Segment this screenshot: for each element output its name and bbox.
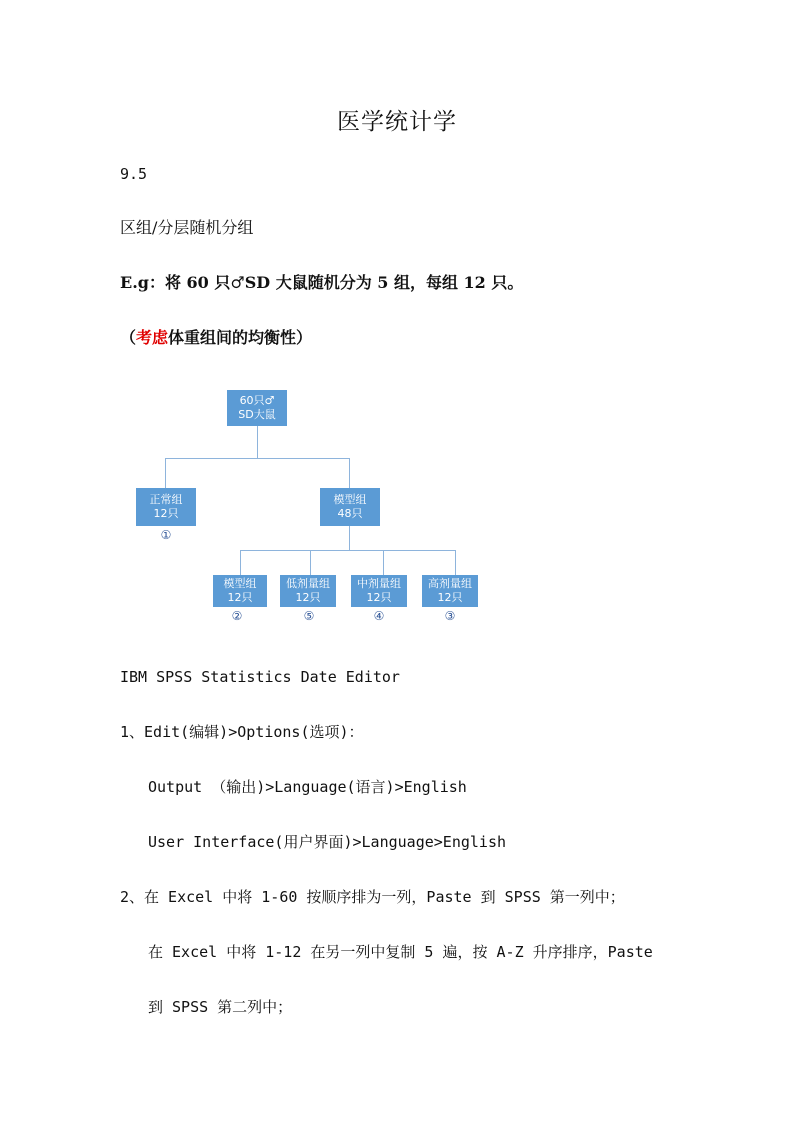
root-line2: SD大鼠 [238,408,276,421]
spss-heading: IBM SPSS Statistics Date Editor [120,668,400,686]
connector-root-down [257,426,258,458]
page-title: 医学统计学 [337,109,457,135]
model-parent-line1: 模型组 [333,493,367,506]
child-3-line1: 中剂量组 [357,577,401,590]
child-1-line1: 模型组 [223,577,257,590]
child-1-number: ② [231,609,243,623]
connector-level2-horizontal [240,550,456,551]
step-1: 1、Edit(编辑)>Options(选项)： [120,723,364,741]
child-3-line2: 12只 [366,591,392,604]
child-2-line1: 低剂量组 [286,577,330,590]
child-node-low-dose [280,575,336,607]
note-open-paren: （ [120,328,137,347]
child-2-line2: 12只 [295,591,321,604]
connector-to-model [349,458,350,488]
child-1-line2: 12只 [227,591,253,604]
root-node [227,390,287,426]
step-1-ui-language: User Interface(用户界面)>Language>English [148,833,507,851]
model-parent-node [320,488,380,526]
connector-to-child-4 [455,550,456,575]
normal-group-node [136,488,196,526]
group-allocation-diagram [120,380,490,630]
connector-to-normal [165,458,166,488]
note-highlight: 考虑 [136,328,169,347]
child-2-number: ⑤ [303,609,315,623]
note-rest: 体重组间的均衡性） [168,328,313,347]
example-text: E.g：将 60 只♂SD 大鼠随机分为 5 组，每组 12 只。 [120,273,524,292]
connector-model-down [349,526,350,550]
model-parent-line2: 48只 [337,507,363,520]
section-number: 9.5 [120,165,148,183]
normal-group-number: ① [160,528,172,542]
connector-to-child-1 [240,550,241,575]
root-line1: 60只♂ [239,394,275,407]
connector-to-child-2 [310,550,311,575]
child-4-number: ③ [444,609,456,623]
child-node-mid-dose [351,575,407,607]
step-2-paste: 到 SPSS 第二列中； [148,998,293,1016]
normal-line2: 12只 [153,507,179,520]
child-3-number: ④ [373,609,385,623]
connector-to-child-3 [383,550,384,575]
balance-note [120,328,312,348]
step-1-output-language: Output （输出)>Language(语言)>English [148,778,467,796]
child-4-line2: 12只 [437,591,463,604]
connector-level1-horizontal [165,458,350,459]
step-2-copy: 在 Excel 中将 1-12 在另一列中复制 5 遍，按 A-Z 升序排序，Paste [148,943,653,961]
step-2: 2、在 Excel 中将 1-60 按顺序排为一列，Paste 到 SPSS 第一列中； [120,888,625,906]
section-heading: 区组/分层随机分组 [120,218,254,237]
child-4-line1: 高剂量组 [428,577,472,590]
child-node-high-dose [422,575,478,607]
child-node-model [213,575,267,607]
normal-line1: 正常组 [149,493,183,506]
